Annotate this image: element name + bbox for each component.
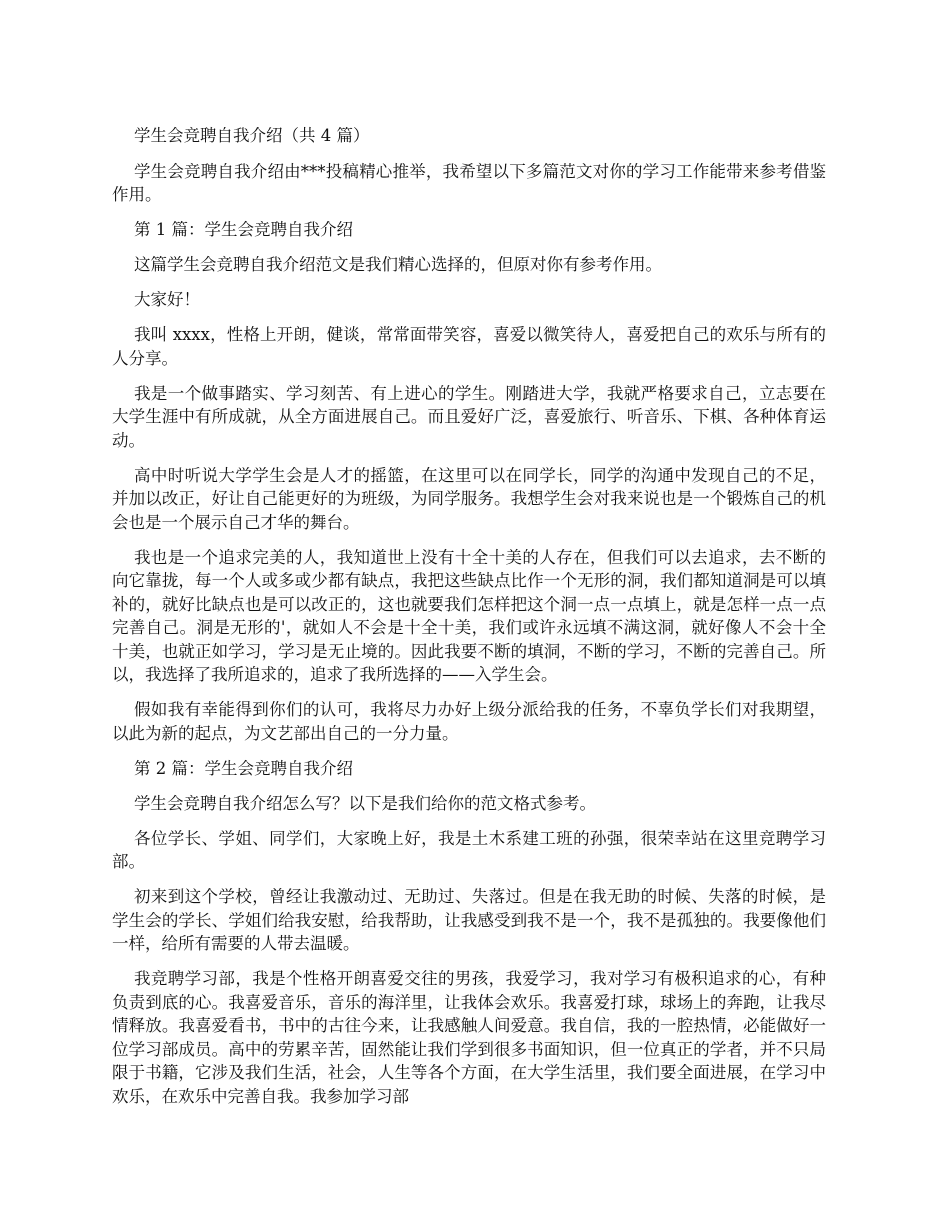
paragraph: 假如我有幸能得到你们的认可，我将尽力办好上级分派给我的任务，不辜负学长们对我期望，以此为新的起点，为文艺部出自己的一分力量。 bbox=[112, 700, 826, 743]
paragraph: 初来到这个学校，曾经让我激动过、无助过、失落过。但是在我无助的时候、失落的时候，是学生会的学长、学姐们给我安慰，给我帮助，让我感受到我不是一个，我不是孤独的。我要像他们一样，给所有需要的人带去温暖。 bbox=[112, 887, 826, 953]
paragraph: 我是一个做事踏实、学习刻苦、有上进心的学生。刚踏进大学，我就严格要求自己，立志要在大学生涯中有所成就，从全方面进展自己。而且爱好广泛，喜爱旅行、听音乐、下棋、各种体育运动。 bbox=[112, 383, 826, 450]
paragraph: 我也是一个追求完美的人，我知道世上没有十全十美的人存在，但我们可以去追求，去不断的向它靠拢，每一个人或多或少都有缺点，我把这些缺点比作一个无形的洞，我们都知道洞是可以填补的，就好比缺点也是可以改正的，这也就要我们怎样把这个洞一点一点填上，就是怎样一点一点完善自己。洞是无形的'，就如人不会是十全十美，我们或许永远填不满这洞，就好像人不会十全十美，也就正如学习，学习是无止境的。因此我要不断的填洞，不断的学习，不断的完善自己。所以，我选择了我所追求的，追求了我所选择的——入学生会。 bbox=[112, 547, 826, 684]
paragraph: 我竞聘学习部，我是个性格开朗喜爱交往的男孩，我爱学习，我对学习有极积追求的心，有种负责到底的心。我喜爱音乐，音乐的海洋里，让我体会欢乐。我喜爱打球，球场上的奔跑，让我尽情释放。我喜爱看书，书中的古往今来，让我感触人间爱意。我自信，我的一腔热情，必能做好一位学习部成员。高中的劳累辛苦，固然能让我们学到很多书面知识，但一位真正的学者，并不只局限于书籍，它涉及我们生活，社会，人生等各个方面，在大学生活里，我们要全面进展，在学习中欢乐，在欢乐中完善自我。我参加学习部 bbox=[112, 969, 826, 1106]
document-body bbox=[112, 124, 826, 1120]
paragraph: 这篇学生会竞聘自我介绍范文是我们精心选择的，但原对你有参考作用。 bbox=[134, 255, 662, 274]
intro-paragraph: 学生会竞聘自我介绍由***投稿精心推举，我希望以下多篇范文对你的学习工作能带来参考借鉴作用。 bbox=[112, 161, 826, 204]
section-heading-1: 第 1 篇：学生会竞聘自我介绍 bbox=[134, 220, 353, 239]
paragraph: 高中时听说大学学生会是人才的摇篮，在这里可以在同学长，同学的沟通中发现自己的不足，并加以改正，好让自己能更好的为班级，为同学服务。我想学生会对我来说也是一个锻炼自己的机会也是一个展示自己才华的舞台。 bbox=[112, 465, 826, 532]
paragraph: 学生会竞聘自我介绍怎么写？以下是我们给你的范文格式参考。 bbox=[134, 793, 596, 813]
document-title: 学生会竞聘自我介绍（共 4 篇） bbox=[134, 126, 370, 145]
paragraph: 各位学长、学姐、同学们，大家晚上好，我是土木系建工班的孙强，很荣幸站在这里竞聘学习部。 bbox=[112, 828, 826, 871]
paragraph: 我叫 xxxx，性格上开朗，健谈，常常面带笑容，喜爱以微笑待人，喜爱把自己的欢乐与所有的人分享。 bbox=[112, 325, 826, 368]
greeting: 大家好！ bbox=[134, 290, 200, 309]
section-heading-2: 第 2 篇：学生会竞聘自我介绍 bbox=[134, 758, 353, 778]
